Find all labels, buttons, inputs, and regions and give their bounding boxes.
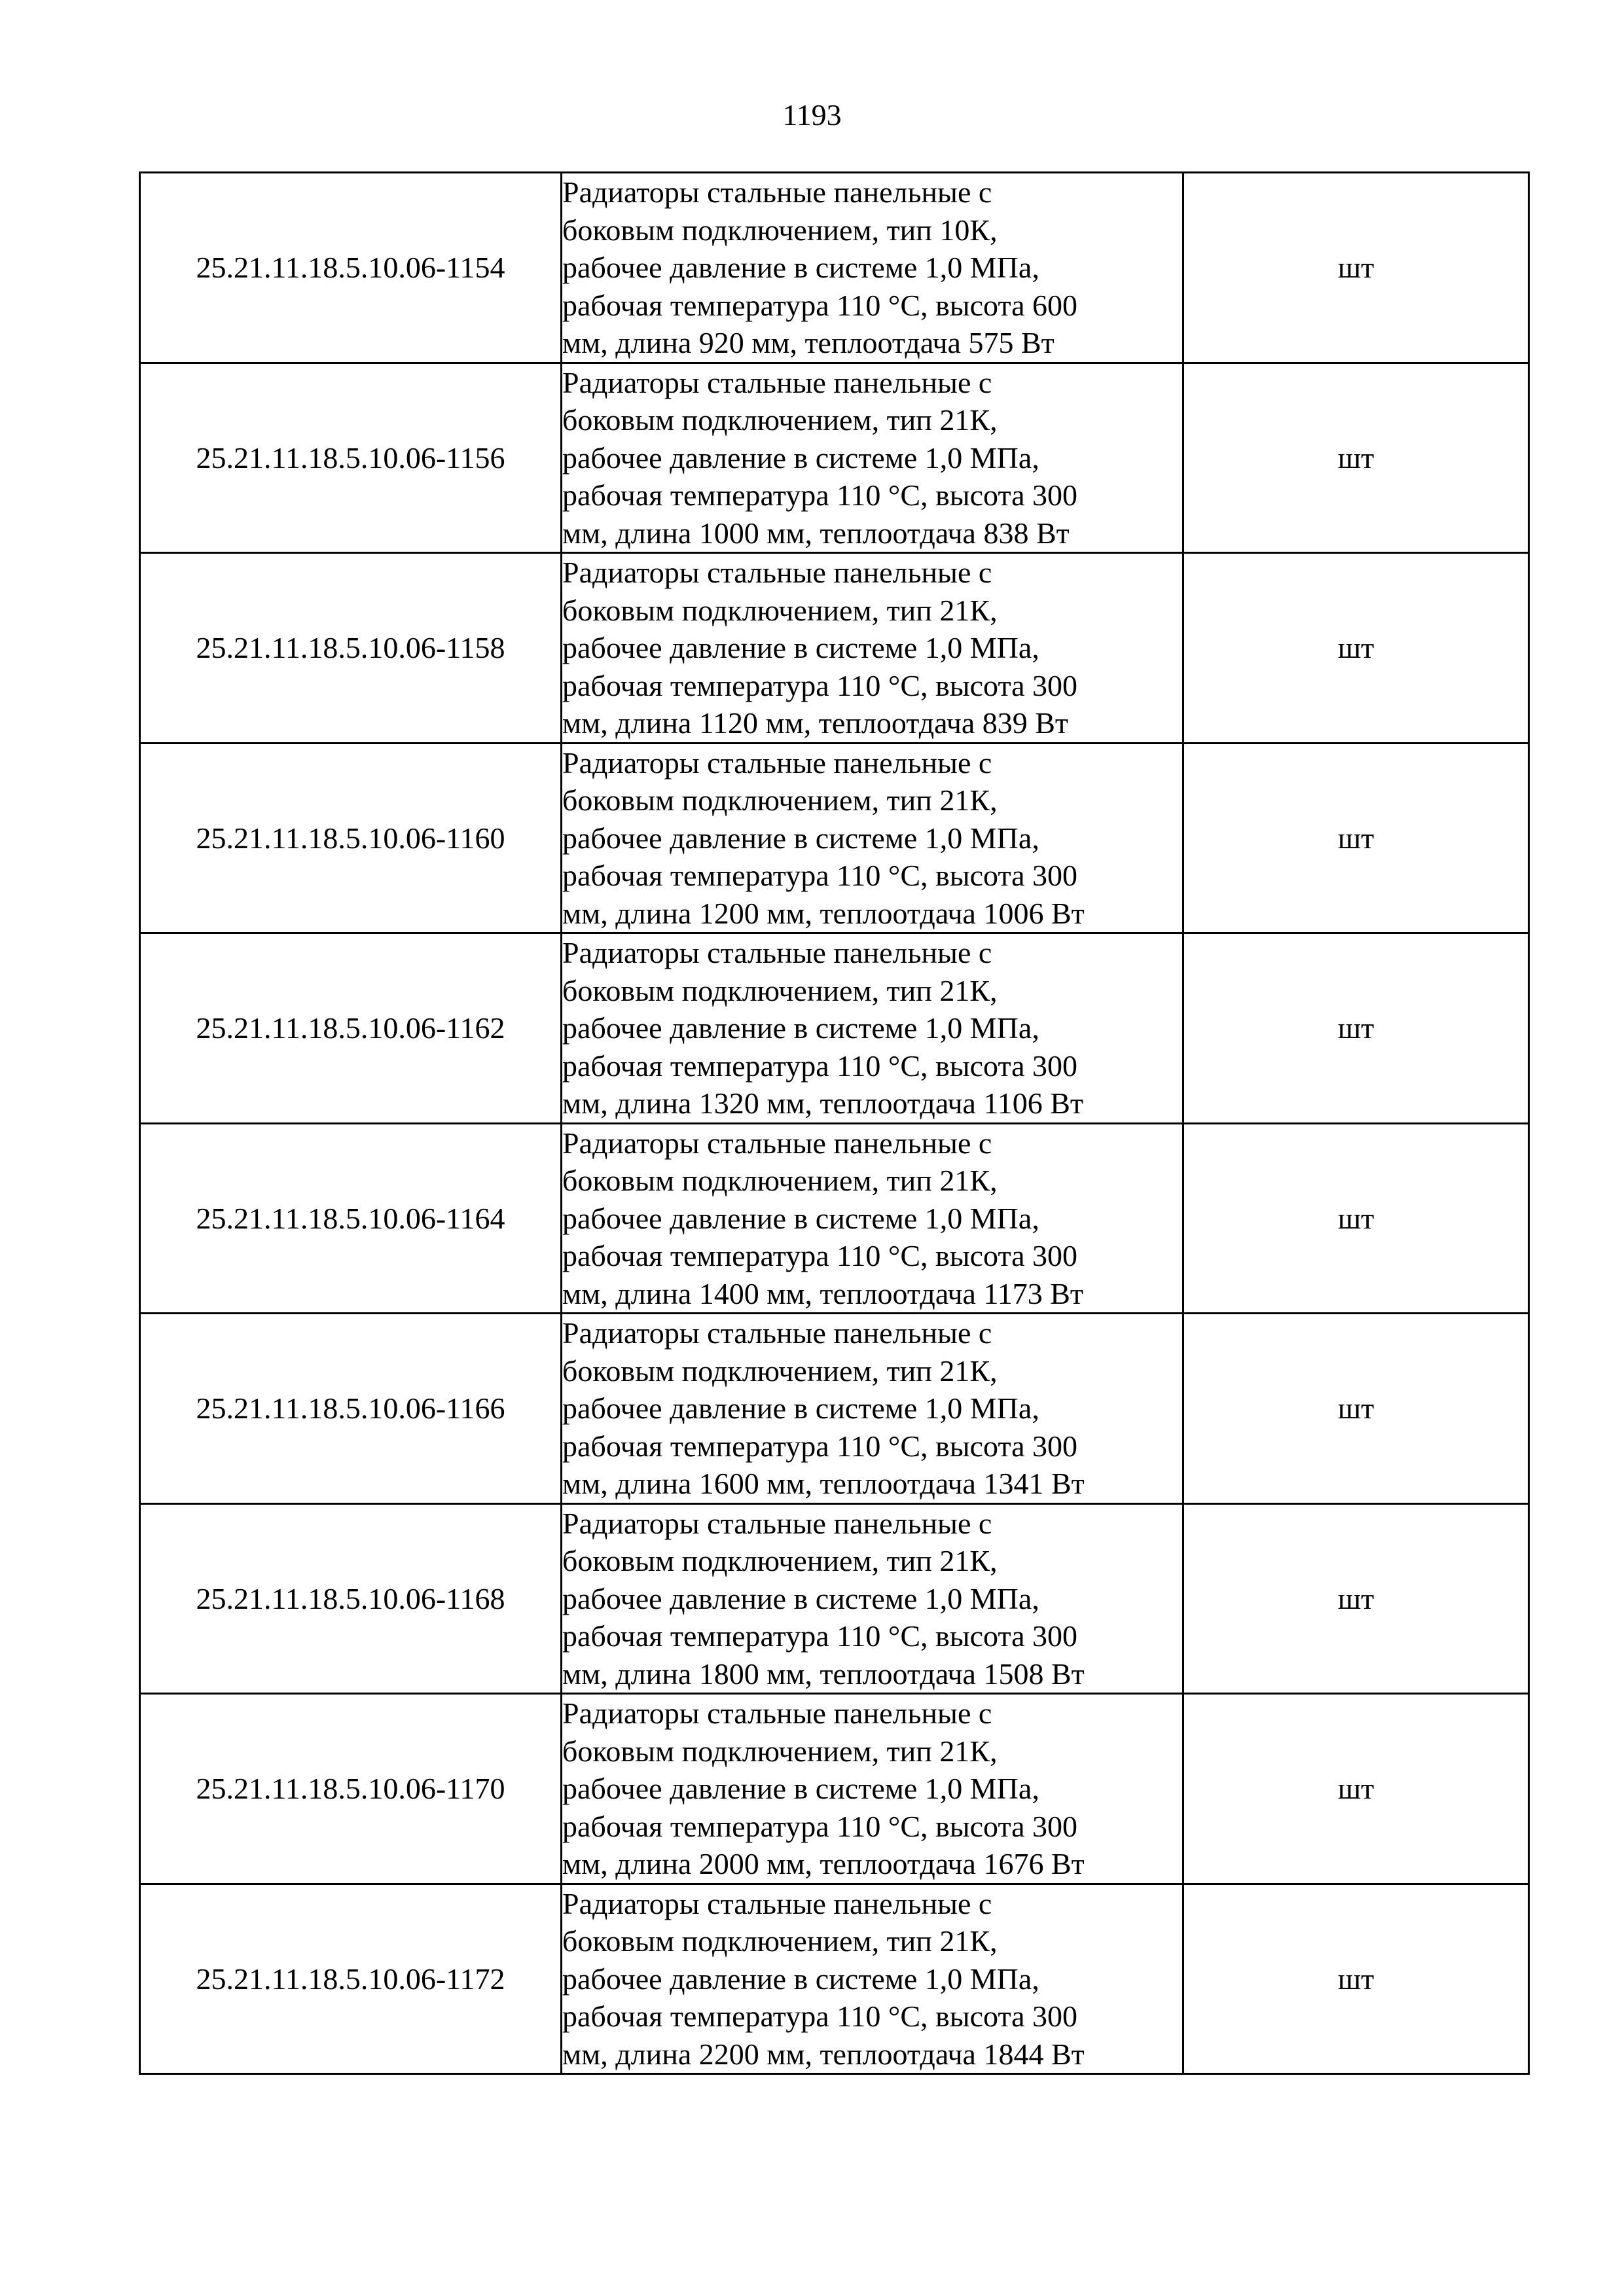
table-row: [140, 743, 1529, 933]
resource-description-cell: [562, 1503, 1183, 1694]
table-row: [140, 1503, 1529, 1694]
description-line: Радиаторы стальные панельные с: [562, 1316, 992, 1350]
description-line: рабочее давление в системе 1,0 МПа,: [562, 1391, 1039, 1425]
description-line: боковым подключением, тип 21К,: [562, 593, 998, 627]
description-line: Радиаторы стальные панельные с: [562, 936, 992, 969]
unit-cell: шт: [1183, 743, 1529, 933]
description-line: мм, длина 1800 мм, теплоотдача 1508 Вт: [562, 1657, 1085, 1691]
description-line: Радиаторы стальные панельные с: [562, 1696, 992, 1730]
description-line: рабочая температура 110 °С, высота 300: [562, 668, 1078, 702]
table-row: [140, 1314, 1529, 1504]
description-line: мм, длина 1000 мм, теплоотдача 838 Вт: [562, 516, 1070, 550]
description-line: Радиаторы стальные панельные с: [562, 1126, 992, 1160]
description-line: Радиаторы стальные панельные с: [562, 745, 992, 780]
resource-table: [139, 171, 1530, 2075]
description-line: рабочая температура 110 °С, высота 300: [562, 1049, 1078, 1083]
table-body: [140, 173, 1529, 2074]
description-line: рабочее давление в системе 1,0 МПа,: [562, 821, 1039, 855]
description-line: Радиаторы стальные панельные с: [562, 556, 992, 589]
description-line: рабочая температура 110 °С, высота 300: [562, 1239, 1078, 1272]
description-line: боковым подключением, тип 21К,: [562, 1354, 998, 1388]
resource-description-cell: [562, 363, 1183, 553]
unit-cell: шт: [1183, 1123, 1529, 1314]
table-row: [140, 1694, 1529, 1884]
description-line: Радиаторы стальные панельные с: [562, 175, 992, 209]
description-line: Радиаторы стальные панельные с: [562, 1886, 992, 1920]
resource-description-cell: [562, 933, 1183, 1124]
description-line: рабочее давление в системе 1,0 МПа,: [562, 1581, 1039, 1615]
resource-description-cell: [562, 1314, 1183, 1504]
description-line: рабочее давление в системе 1,0 МПа,: [562, 251, 1039, 284]
resource-description-cell: [562, 1694, 1183, 1884]
description-line: рабочая температура 110 °С, высота 300: [562, 1429, 1078, 1463]
resource-description-cell: [562, 553, 1183, 744]
unit-cell: шт: [1183, 1884, 1529, 2074]
description-line: мм, длина 1200 мм, теплоотдача 1006 Вт: [562, 896, 1085, 930]
resource-code-cell: 25.21.11.18.5.10.06-1156: [140, 363, 562, 553]
description-line: рабочее давление в системе 1,0 МПа,: [562, 631, 1039, 664]
description-line: боковым подключением, тип 21К,: [562, 403, 998, 437]
description-line: боковым подключением, тип 21К,: [562, 1734, 998, 1768]
description-line: мм, длина 920 мм, теплоотдача 575 Вт: [562, 326, 1055, 359]
description-line: рабочая температура 110 °С, высота 300: [562, 1619, 1078, 1653]
table-row: [140, 363, 1529, 553]
description-line: рабочая температура 110 °С, высота 300: [562, 2000, 1078, 2033]
description-line: боковым подключением, тип 21К,: [562, 1544, 998, 1577]
description-line: рабочая температура 110 °С, высота 300: [562, 1809, 1078, 1843]
resource-code-cell: 25.21.11.18.5.10.06-1158: [140, 553, 562, 744]
resource-code-cell: 25.21.11.18.5.10.06-1160: [140, 743, 562, 933]
table-row: [140, 553, 1529, 744]
table-row: [140, 1123, 1529, 1314]
description-line: Радиаторы стальные панельные с: [562, 365, 992, 399]
resource-code-cell: 25.21.11.18.5.10.06-1162: [140, 933, 562, 1124]
page-number: 1193: [782, 98, 842, 132]
description-line: боковым подключением, тип 21К,: [562, 973, 998, 1007]
description-line: Радиаторы стальные панельные с: [562, 1506, 992, 1540]
table-row: [140, 933, 1529, 1124]
unit-cell: шт: [1183, 933, 1529, 1124]
description-line: боковым подключением, тип 21К,: [562, 1164, 998, 1197]
resource-description-cell: [562, 173, 1183, 363]
description-line: рабочее давление в системе 1,0 МПа,: [562, 1772, 1039, 1805]
description-line: рабочее давление в системе 1,0 МПа,: [562, 1201, 1039, 1235]
description-line: мм, длина 2000 мм, теплоотдача 1676 Вт: [562, 1847, 1085, 1880]
resource-code-cell: 25.21.11.18.5.10.06-1172: [140, 1884, 562, 2074]
description-line: рабочая температура 110 °С, высота 300: [562, 478, 1078, 512]
table-row: [140, 1884, 1529, 2074]
unit-cell: шт: [1183, 553, 1529, 744]
description-line: рабочее давление в системе 1,0 МПа,: [562, 1011, 1039, 1045]
description-line: рабочая температура 110 °С, высота 600: [562, 288, 1078, 322]
description-line: мм, длина 1120 мм, теплоотдача 839 Вт: [562, 706, 1069, 740]
unit-cell: шт: [1183, 173, 1529, 363]
description-line: рабочая температура 110 °С, высота 300: [562, 859, 1078, 892]
unit-cell: шт: [1183, 1503, 1529, 1694]
resource-code-cell: 25.21.11.18.5.10.06-1168: [140, 1503, 562, 1694]
resource-code-cell: 25.21.11.18.5.10.06-1154: [140, 173, 562, 363]
description-line: боковым подключением, тип 21К,: [562, 1924, 998, 1958]
table-row: [140, 173, 1529, 363]
description-line: рабочее давление в системе 1,0 МПа,: [562, 1962, 1039, 1996]
description-line: боковым подключением, тип 10К,: [562, 213, 998, 247]
description-line: боковым подключением, тип 21К,: [562, 783, 998, 817]
unit-cell: шт: [1183, 1314, 1529, 1504]
resource-description-cell: [562, 1884, 1183, 2074]
description-line: мм, длина 1320 мм, теплоотдача 1106 Вт: [562, 1086, 1084, 1120]
unit-cell: шт: [1183, 1694, 1529, 1884]
description-line: рабочее давление в системе 1,0 МПа,: [562, 440, 1039, 475]
description-line: мм, длина 2200 мм, теплоотдача 1844 Вт: [562, 2037, 1085, 2071]
unit-cell: шт: [1183, 363, 1529, 553]
resource-code-cell: 25.21.11.18.5.10.06-1164: [140, 1123, 562, 1314]
resource-description-cell: [562, 1123, 1183, 1314]
description-line: мм, длина 1400 мм, теплоотдача 1173 Вт: [562, 1276, 1084, 1310]
resource-description-cell: [562, 743, 1183, 933]
resource-code-cell: 25.21.11.18.5.10.06-1166: [140, 1314, 562, 1504]
description-line: мм, длина 1600 мм, теплоотдача 1341 Вт: [562, 1467, 1085, 1500]
resource-code-cell: 25.21.11.18.5.10.06-1170: [140, 1694, 562, 1884]
